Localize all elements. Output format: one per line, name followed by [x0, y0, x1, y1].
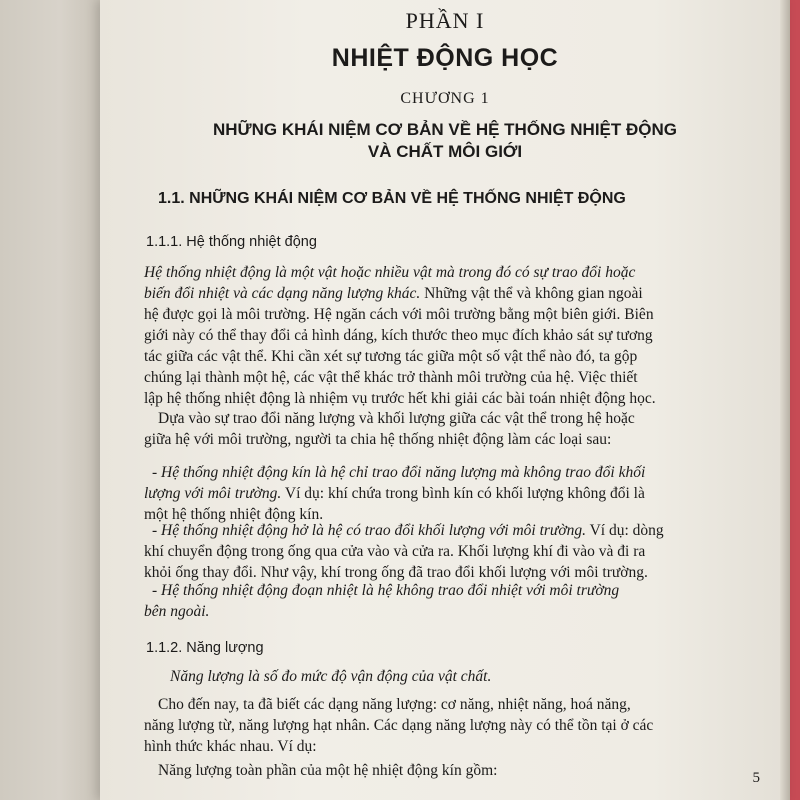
paragraph-open-system: - Hệ thống nhiệt động hở là hệ có trao đổi khối lượng với môi trường. Ví dụ: dòng khí chuyển động trong ống qua cửa vào và cửa ra. Khối lượng khí đi vào và đi ra khỏi ống thay đổi. Như vậy, khí trong ống đã trao đổi khối lượng với môi trường. — [144, 522, 664, 581]
paragraph-energy-definition: Năng lượng là số đo mức độ vận động của vật chất. — [170, 668, 492, 685]
subsection-title-1: 1.1.1. Hệ thống nhiệt động — [146, 234, 317, 250]
book-page — [100, 0, 790, 800]
paragraph-definition: Hệ thống nhiệt động là một vật hoặc nhiều vật mà trong đó có sự trao đổi hoặc biến đổi nhiệt và các dạng năng lượng khác. Những vật thể và không gian ngoài hệ được gọi là môi trường. Hệ ngăn cách với môi trường bằng một biên giới. Biên giới này có thể thay đổi cả hình dáng, kích thước theo mục đích khảo sát sự tương tác giữa các vật thể. Khi cần xét sự tương tác giữa một số vật thể nào đó, ta gộp chúng lại thành một hệ, các vật thể khác trở thành môi trường của hệ. Việc thiết lập hệ thống nhiệt động là nhiệm vụ trước hết khi giải các bài toán nhiệt động học. — [144, 264, 656, 407]
paragraph-energy-forms: Cho đến nay, ta đã biết các dạng năng lượng: cơ năng, nhiệt năng, hoá năng, năng lượng từ, năng lượng hạt nhân. Các dạng năng lượng này có thể tồn tại ở các hình thức khác nhau. Ví dụ: — [144, 696, 654, 755]
page-number: 5 — [752, 770, 760, 786]
paragraph-closed-system: - Hệ thống nhiệt động kín là hệ chỉ trao đổi năng lượng mà không trao đổi khối lượng với môi trường. Ví dụ: khí chứa trong bình kín có khối lượng không đổi là một hệ thống nhiệt động kín. — [144, 464, 646, 523]
paragraph-adiabatic-system: - Hệ thống nhiệt động đoạn nhiệt là hệ không trao đổi nhiệt với môi trường bên ngoài. — [144, 582, 620, 620]
part-heading: PHẦN I — [405, 8, 485, 33]
section-title: 1.1. NHỮNG KHÁI NIỆM CƠ BẢN VỀ HỆ THỐNG NHIỆT ĐỘNG — [158, 190, 626, 207]
chapter-title-line-2: VÀ CHẤT MÔI GIỚI — [367, 142, 523, 161]
subsection-title-2: 1.1.2. Năng lượng — [146, 640, 264, 656]
paragraph-total-energy: Năng lượng toàn phần của một hệ nhiệt động kín gồm: — [158, 762, 498, 779]
chapter-title-line-1: NHỮNG KHÁI NIỆM CƠ BẢN VỀ HỆ THỐNG NHIỆT ĐỘNG — [212, 120, 677, 139]
book-cover-edge — [790, 0, 800, 800]
part-title: NHIỆT ĐỘNG HỌC — [331, 44, 559, 72]
chapter-heading: CHƯƠNG 1 — [400, 90, 490, 107]
book-spine-shadow — [0, 0, 100, 800]
paragraph-classification: Dựa vào sự trao đổi năng lượng và khối lượng giữa các vật thể trong hệ hoặc giữa hệ với môi trường, người ta chia hệ thống nhiệt động làm các loại sau: — [144, 410, 635, 448]
